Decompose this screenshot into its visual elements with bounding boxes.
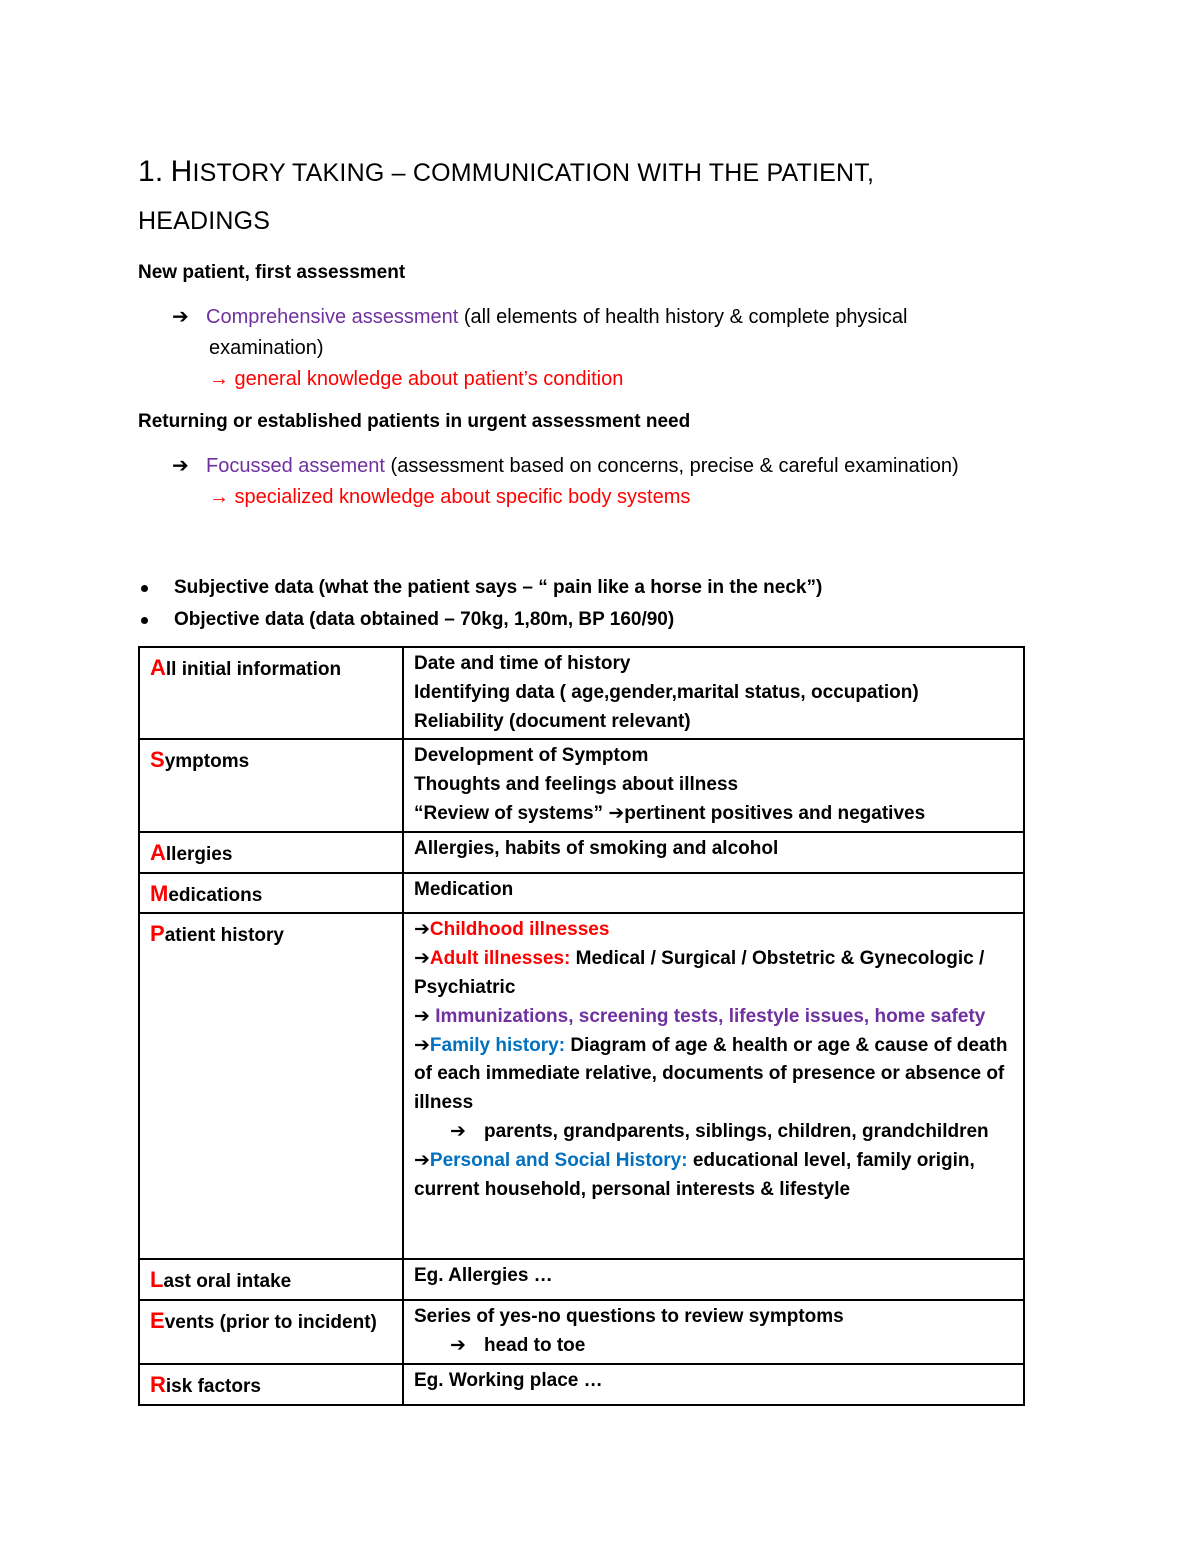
title-line1: ISTORY TAKING – COMMUNICATION WITH THE PATIENT, xyxy=(192,159,875,187)
row-value: Eg. Allergies … xyxy=(403,1259,1024,1300)
arrow-right-icon: ➔ xyxy=(172,306,189,328)
row-value: ➔Childhood illnesses ➔Adult illnesses: Medical / Surgical / Obstetric & Gynecologic / Psychiatric ➔ Immunizations, screening tests, lifestyle issues, home safety ➔Family history: Diagram of age & health or age & cause of death of each immediate relative, documents of presence or absence of illness ➔ parents, grandparents, siblings, children, grandchildren ➔Personal and Social History: educational level, family origin, current household, personal interests & lifestyle xyxy=(403,913,1024,1259)
title-line2: HEADINGS xyxy=(138,207,271,235)
comprehensive-label: Comprehensive assessment xyxy=(206,306,459,328)
arrow-right-icon: → xyxy=(209,486,229,508)
table-row xyxy=(139,1364,1024,1405)
table-row xyxy=(139,1259,1024,1300)
row-key: Risk factors xyxy=(139,1364,403,1405)
arrow-right-icon: ➔ xyxy=(414,1149,430,1171)
focussed-label: Focussed assement xyxy=(206,455,385,477)
row-key: Last oral intake xyxy=(139,1259,403,1300)
table-row xyxy=(139,873,1024,914)
row-key: Medications xyxy=(139,873,403,914)
arrow-right-icon: ➔ xyxy=(450,1334,466,1356)
comprehensive-line xyxy=(172,302,1032,333)
general-knowledge-text: general knowledge about patient’s condition xyxy=(229,368,624,390)
row-value: Date and time of history Identifying data ( age,gender,marital status, occupation) Reliability (document relevant) xyxy=(403,647,1024,739)
comprehensive-text: (all elements of health history & complete physical xyxy=(458,306,908,328)
arrow-right-icon: → xyxy=(209,368,229,390)
title-first-letter: H xyxy=(170,155,193,188)
specialized-knowledge-line xyxy=(209,482,690,513)
row-key: All initial information xyxy=(139,647,403,739)
history-table xyxy=(138,646,1025,1406)
bullet-icon xyxy=(141,617,148,624)
arrow-right-icon: ➔ xyxy=(414,1034,430,1056)
arrow-right-icon: ➔ xyxy=(414,1005,430,1027)
row-value: Series of yes-no questions to review symptoms ➔ head to toe xyxy=(403,1300,1024,1364)
bullet-icon xyxy=(141,585,148,592)
row-value: Eg. Working place … xyxy=(403,1364,1024,1405)
arrow-right-icon: ➔ xyxy=(450,1120,466,1142)
page-title xyxy=(138,148,1038,245)
table-row xyxy=(139,1300,1024,1364)
table-row xyxy=(139,913,1024,1259)
row-key: Symptoms xyxy=(139,739,403,831)
row-value: Development of Symptom Thoughts and feelings about illness “Review of systems” ➔pertinent positives and negatives xyxy=(403,739,1024,831)
table-row xyxy=(139,832,1024,873)
row-key: Events (prior to incident) xyxy=(139,1300,403,1364)
comprehensive-text-cont: examination) xyxy=(209,337,324,359)
list-item: Objective data (data obtained – 70kg, 1,80m, BP 160/90) xyxy=(138,604,822,636)
list-item: Subjective data (what the patient says – “ pain like a horse in the neck”) xyxy=(138,572,822,604)
arrow-right-icon: ➔ xyxy=(608,802,625,824)
title-number: 1. xyxy=(138,155,164,188)
specialized-knowledge-text: specialized knowledge about specific body systems xyxy=(229,486,691,508)
new-patient-heading: New patient, first assessment xyxy=(138,262,406,283)
row-key: Patient history xyxy=(139,913,403,1259)
data-bullet-list xyxy=(138,572,822,636)
general-knowledge-line xyxy=(209,364,623,395)
arrow-right-icon: ➔ xyxy=(414,948,430,970)
focussed-text: (assessment based on concerns, precise & careful examination) xyxy=(384,455,959,477)
row-value: Allergies, habits of smoking and alcohol xyxy=(403,832,1024,873)
row-key: Allergies xyxy=(139,832,403,873)
arrow-right-icon: ➔ xyxy=(414,919,430,941)
focussed-line xyxy=(172,451,1052,482)
arrow-right-icon: ➔ xyxy=(172,455,189,477)
table-row xyxy=(139,739,1024,831)
row-value: Medication xyxy=(403,873,1024,914)
table-row xyxy=(139,647,1024,739)
returning-heading: Returning or established patients in urgent assessment need xyxy=(138,411,691,432)
